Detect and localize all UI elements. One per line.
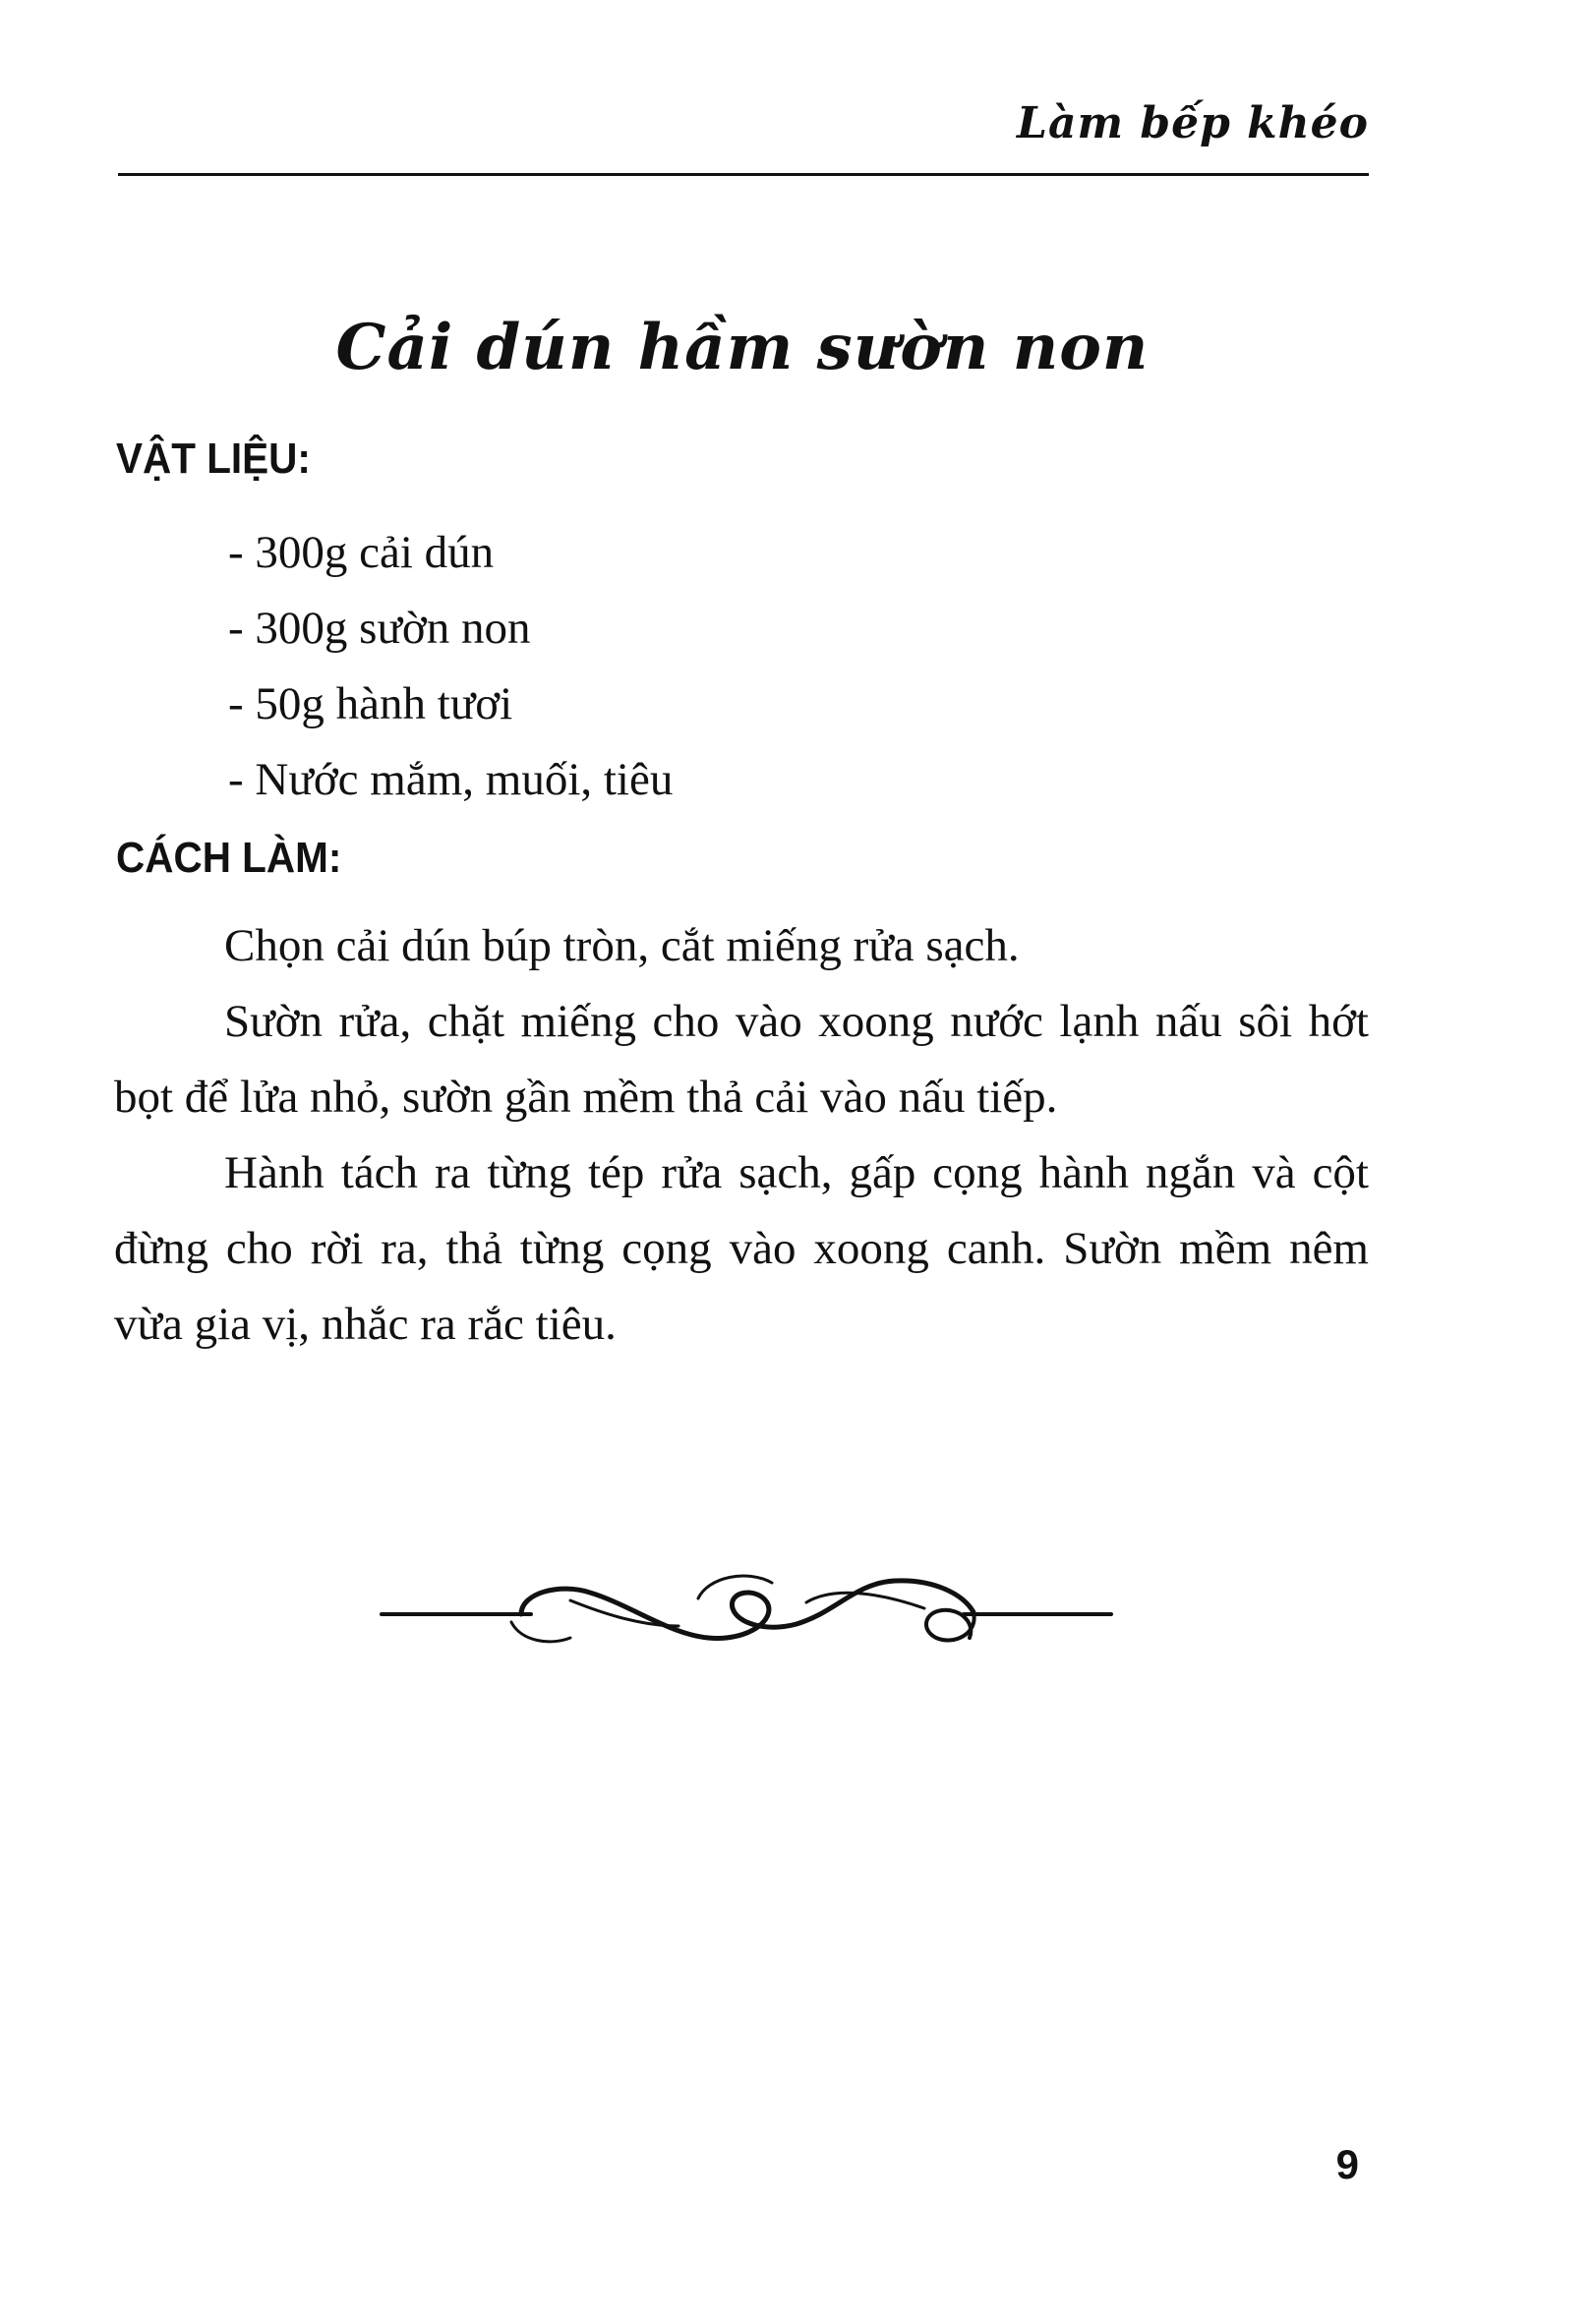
- recipe-title: Cải dún hầm sườn non: [335, 311, 1150, 384]
- method-heading: CÁCH LÀM:: [116, 834, 342, 882]
- method-step: Chọn cải dún búp tròn, cắt miếng rửa sạch.: [224, 920, 1020, 971]
- header-rule: [118, 173, 1369, 176]
- method-step: Sườn rửa, chặt miếng cho vào xoong nước lạnh nấu sôi hớt bọt để lửa nhỏ, sườn gần mềm thả cải vào nấu tiếp.: [114, 996, 1369, 1123]
- ingredient-list: [228, 515, 673, 818]
- flourish-divider-icon: [374, 1543, 1121, 1661]
- page-number: 9: [1335, 2141, 1359, 2187]
- ingredient-item: - 300g cải dún: [228, 527, 495, 578]
- method-text: [114, 908, 1369, 1363]
- ingredient-item: - Nước mắm, muối, tiêu: [228, 754, 674, 805]
- method-step: Hành tách ra từng tép rửa sạch, gấp cọng hành ngắn và cột đừng cho rời ra, thả từng cọng vào xoong canh. Sườn mềm nêm vừa gia vị, nhắc ra rắc tiêu.: [114, 1147, 1369, 1350]
- running-header: Làm bếp khéo: [1017, 98, 1369, 148]
- ingredient-item: - 300g sườn non: [228, 603, 531, 654]
- materials-heading: VẬT LIỆU:: [116, 435, 311, 483]
- ingredient-item: - 50g hành tươi: [228, 678, 513, 729]
